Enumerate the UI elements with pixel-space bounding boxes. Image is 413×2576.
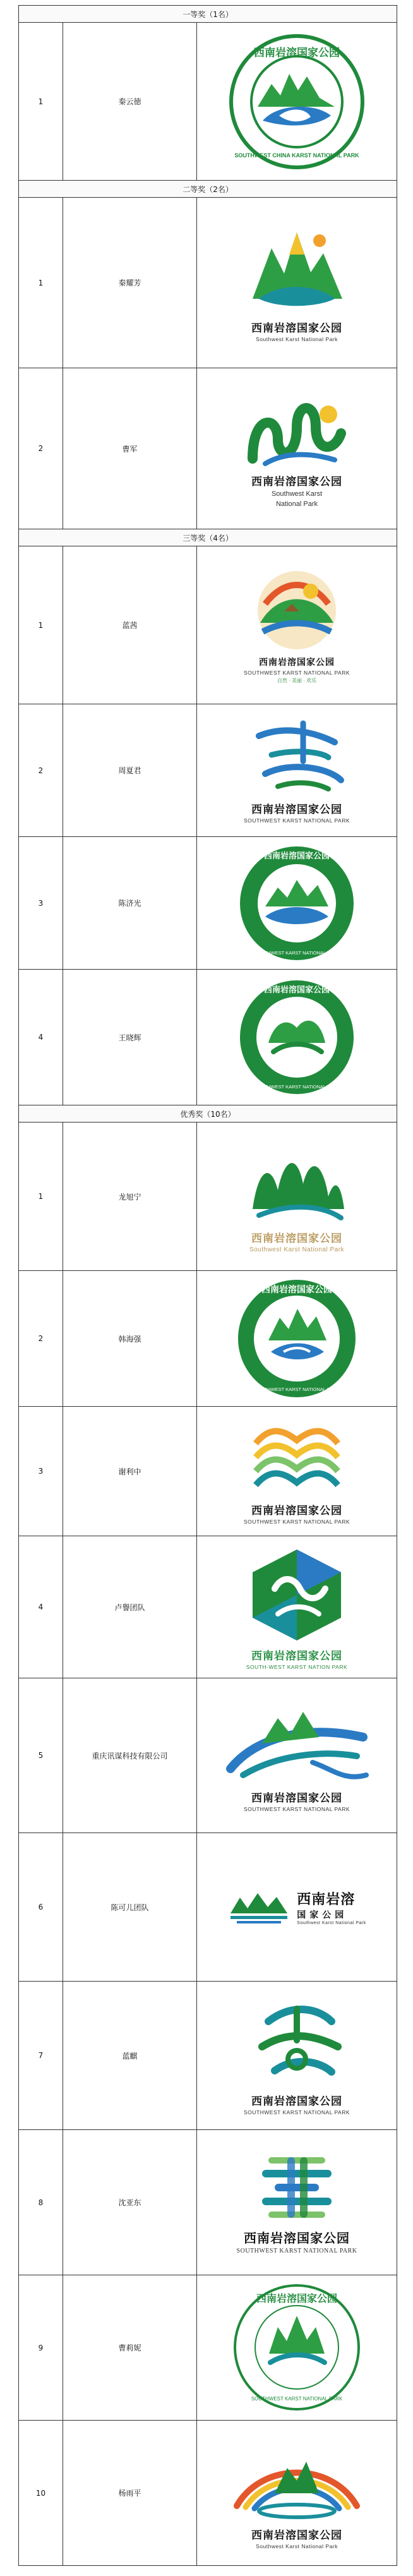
- section-first-prize: [19, 6, 397, 23]
- winner-name: 蓝茜: [63, 546, 197, 704]
- winner-name: 韩海强: [63, 1271, 197, 1407]
- logo-cell: [197, 1536, 397, 1678]
- calligraphy-swirl-logo: [234, 717, 360, 799]
- river-swirl-logo: [234, 389, 360, 471]
- section-third-prize: [19, 529, 397, 546]
- logo-cell: [197, 2275, 397, 2421]
- logo-cn-title: 西南岩溶国家公园: [251, 1791, 342, 1805]
- logo-cn-title: 西南岩溶国家公园: [251, 475, 342, 488]
- row-number: 1: [19, 1122, 63, 1271]
- logo-cn-title-line-1: 西南岩溶: [297, 1891, 356, 1908]
- logo-cell: [197, 1833, 397, 1982]
- row-number: 2: [19, 368, 63, 529]
- rainbow-peaks-logo: [224, 2436, 369, 2525]
- winner-name: 龙旭宁: [63, 1122, 197, 1271]
- logo-cn-title: 西南岩溶国家公园: [251, 803, 342, 816]
- winner-name: 谢利中: [63, 1407, 197, 1536]
- winner-name: 陈济光: [63, 837, 197, 970]
- table-row: [19, 1536, 397, 1678]
- seal-cn-text: 西南岩溶国家公园: [256, 2292, 337, 2304]
- logo-en-subtitle: SOUTH-WEST KARST NATION PARK: [246, 1663, 348, 1670]
- table-row: [19, 970, 397, 1105]
- table-row: [19, 1122, 397, 1271]
- logo-cell: [197, 1407, 397, 1536]
- seal-en-text: SOUTHWEST CHINA KARST NATIONAL PARK: [234, 152, 359, 159]
- row-number: 9: [19, 2275, 63, 2421]
- winner-name: 秦云徳: [63, 23, 197, 181]
- logo-en-line-1: Southwest Karst: [271, 490, 323, 498]
- logo-cell: [197, 1678, 397, 1833]
- logo-cell: [197, 1982, 397, 2130]
- section-title: 一等奖（1名）: [19, 6, 397, 23]
- logo-en-subtitle: SOUTHWEST KARST NATIONAL PARK: [244, 2109, 350, 2116]
- row-number: 7: [19, 1982, 63, 2130]
- row-number: 1: [19, 23, 63, 181]
- section-second-prize: [19, 181, 397, 198]
- table-row: [19, 1407, 397, 1536]
- karst-peaks-logo: [234, 223, 360, 318]
- logo-cell: [197, 704, 397, 837]
- logo-cell: [197, 1122, 397, 1271]
- pixel-pattern-logo: [249, 2151, 344, 2227]
- river-swirl-logo: [218, 1699, 376, 1788]
- logo-cn-title: 西南岩溶国家公园: [251, 322, 342, 335]
- row-number: 6: [19, 1833, 63, 1982]
- hexagon-logo: [243, 1544, 350, 1646]
- layered-mountains-logo: [237, 1418, 357, 1500]
- winner-name: 曹军: [63, 368, 197, 529]
- seal-cn-text: 西南岩溶国家公园: [261, 1284, 332, 1295]
- logo-cn-title: 西南岩溶国家公园: [244, 2230, 350, 2246]
- row-number: 3: [19, 1407, 63, 1536]
- winner-name: 陈可儿团队: [63, 1833, 197, 1982]
- logo-en-subtitle: SOUTHWEST KARST NATIONAL PARK: [236, 2247, 357, 2254]
- section-excellent-prize: [19, 1105, 397, 1122]
- winner-name: 王晓辉: [63, 970, 197, 1105]
- logo-en-line-2: National Park: [275, 500, 318, 508]
- logo-cn-title: 西南岩溶国家公园: [251, 1649, 342, 1663]
- table-row: [19, 368, 397, 529]
- row-number: 4: [19, 1536, 63, 1678]
- winner-name: 蓝麒: [63, 1982, 197, 2130]
- row-number: 3: [19, 837, 63, 970]
- row-number: 2: [19, 1271, 63, 1407]
- winner-name: 卢譽团队: [63, 1536, 197, 1678]
- table-row: [19, 2130, 397, 2275]
- circular-seal-logo: [232, 2283, 362, 2412]
- logo-cell: [197, 2421, 397, 2566]
- logo-en-subtitle: Southwest Karst National Park: [249, 1246, 345, 1253]
- winner-name: 沈亚东: [63, 2130, 197, 2275]
- logo-cell: [197, 546, 397, 704]
- logo-cn-title-line-2: 国家公园: [297, 1910, 348, 1920]
- row-number: 8: [19, 2130, 63, 2275]
- seal-en-text: SOUTHWEST KARST NATIONAL PARK: [254, 1084, 340, 1090]
- table-row: [19, 1833, 397, 1982]
- row-number: 1: [19, 546, 63, 704]
- logo-cell: [197, 368, 397, 529]
- row-number: 10: [19, 2421, 63, 2566]
- row-number: 4: [19, 970, 63, 1105]
- winner-name: 重庆讯谋科技有限公司: [63, 1678, 197, 1833]
- seal-cn-text: 西南岩溶国家公园: [263, 985, 330, 995]
- logo-slogan: 自然 · 美丽 · 欢乐: [277, 678, 317, 683]
- section-title: 二等奖（2名）: [19, 181, 397, 198]
- table-row: [19, 23, 397, 181]
- logo-cn-title: 西南岩溶国家公园: [251, 1232, 342, 1245]
- seal-en-text: SOUTHWEST KARST NATIONAL PARK: [251, 2396, 342, 2402]
- logo-en-subtitle: Southwest Karst National Park: [297, 1921, 366, 1925]
- logo-en-subtitle: SOUTHWEST KARST NATIONAL PARK: [244, 670, 350, 676]
- colorful-landscape-logo: [240, 566, 354, 654]
- logo-en-subtitle: Southwest Karst National Park: [256, 2543, 338, 2549]
- calligraphy-swirl-logo: [243, 1996, 350, 2091]
- logo-en-subtitle: SOUTHWEST KARST NATIONAL PARK: [244, 1805, 350, 1812]
- circular-seal-logo: [227, 32, 366, 171]
- logo-cell: [197, 837, 397, 970]
- table-row: [19, 198, 397, 368]
- table-row: [19, 1982, 397, 2130]
- section-title: 三等奖（4名）: [19, 529, 397, 546]
- table-row: [19, 2275, 397, 2421]
- logo-cn-title: 西南岩溶国家公园: [251, 1504, 342, 1517]
- section-title: 优秀奖（10名）: [19, 1105, 397, 1122]
- logo-cell: [197, 1271, 397, 1407]
- row-number: 5: [19, 1678, 63, 1833]
- table-row: [19, 704, 397, 837]
- table-row: [19, 1271, 397, 1407]
- logo-cn-title: 西南岩溶国家公园: [259, 658, 335, 668]
- logo-cell: [197, 2130, 397, 2275]
- winner-name: 杨雨平: [63, 2421, 197, 2566]
- table-row: [19, 2421, 397, 2566]
- winner-name: 周夏君: [63, 704, 197, 837]
- karst-peaks-logo: [227, 1888, 290, 1926]
- logo-cell: [197, 970, 397, 1105]
- table-row: [19, 546, 397, 704]
- logo-cell: [197, 23, 397, 181]
- circular-seal-logo: [236, 1277, 359, 1400]
- circular-seal-logo: [237, 843, 357, 963]
- seal-en-text: SOUTHWEST KARST NATIONAL PARK: [254, 949, 340, 956]
- table-row: [19, 837, 397, 970]
- seal-cn-text: 西南岩溶国家公园: [263, 851, 330, 861]
- seal-cn-text: 西南岩溶国家公园: [254, 46, 340, 59]
- awards-table: [18, 5, 397, 2566]
- row-number: 1: [19, 198, 63, 368]
- logo-cn-title: 西南岩溶国家公园: [251, 2529, 342, 2542]
- logo-en-subtitle: SOUTHWEST KARST NATIONAL PARK: [244, 817, 350, 824]
- winner-name: 曹莉妮: [63, 2275, 197, 2421]
- logo-cn-title: 西南岩溶国家公园: [251, 2095, 342, 2108]
- circular-seal-logo: [237, 977, 357, 1097]
- table-row: [19, 1678, 397, 1833]
- seal-en-text: SOUTHWEST KARST NATIONAL PARK: [253, 1386, 340, 1392]
- logo-en-subtitle: Southwest Karst National Park: [256, 336, 338, 342]
- row-number: 2: [19, 704, 63, 837]
- winner-name: 秦耀芳: [63, 198, 197, 368]
- karst-peaks-logo: [234, 1140, 360, 1228]
- logo-en-subtitle: SOUTHWEST KARST NATIONAL PARK: [244, 1518, 350, 1525]
- logo-cell: [197, 198, 397, 368]
